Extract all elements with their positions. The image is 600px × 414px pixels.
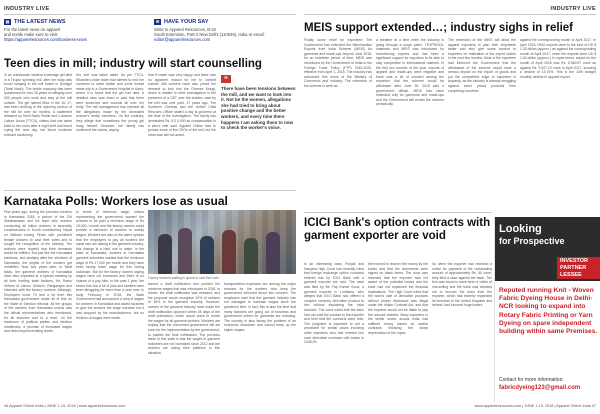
ad-body: Reputed running Knit - Woven Fabric Dyeing House in Delhi-NCR looking to expand into Rotary Fabric Printing or Yarn Dyeing on spare independent building within same Premises. — [499, 287, 598, 336]
section-tag: INDUSTRY LIVE — [550, 6, 596, 12]
news-strip — [0, 17, 300, 55]
ad-title: Looking for Prospective — [499, 223, 565, 246]
news-icon: ▤ — [5, 19, 10, 24]
latest-news-box — [0, 17, 148, 55]
photo-caption: Factory workers waiting in queue to cast their vote — [148, 276, 219, 280]
meis-article-headline: MEIS support extended…; industry sighs in relief — [304, 22, 574, 34]
karnataka-article-col4: transportation expenses are among the major reasons for the workers who keep the government informed about this concern. The employers said that the garment industry has not managed to increase wages since the pandemic time. In fact, this is also the time that many factories are going out of business and government orders for garments are reducing. The country is also facing the problem of an economic slowdown and cannot keep up the higher wages. — [224, 282, 296, 332]
have-your-say-email[interactable]: editor@apparelresources.com — [154, 37, 211, 42]
have-your-say-line: South Extension, Part-2 New Delhi (110049), India or email: — [154, 32, 265, 37]
icici-article-col2: then forced to recover the money by the banks and that the documents were signed on blank forms. The court was informed that the exporter was not aware of the potential losses and the bank had not explained the financial implications. The High Court ruled that the bank's sale of derivative products without proper disclosure was illegal under the Indian Contract Act, and that the exporter would not be liable to pay the amount claimed. Many exporters in the textile sector across India had suffered heavy losses on similar contracts following the sharp depreciation of the rupee. — [368, 262, 428, 335]
ad-email[interactable]: fabricdyeing123@gmail.com — [499, 385, 581, 391]
karnataka-article-col1: Few years ago, during the previous election in Karnataka 2018, a picture of the CM Siddaramaiah and his team who workers conducting all tuition workers in assembly constituencies in South constituency Nepal on Bidhani having Finals with prominent female workers to cast their votes and to sought the recognition of the industry. The workers were hopeful that their demands would be fulfilled. But just like the Karnataka elections, and similarly after the elections of Karnataka, the plights of the workers got unfulfilled. Now four years later, in Tamil Nadu, the garment workers of Karnataka have also expected at a special meeting by all their leading state factions, Mr. Ramu Vettom of Labour Uniform, Rangarajan and informed with the factory workers. Although, Employers know 70 and a lot from this Karnataka government made all of this on the State of Election tribunal. All the groups of the workers from Karnataka unions was the official representatives who mentioned, for all factories and to a level, on the maximum of political parties and election manifestos, a promise of increased wages and hikes beyond existing levels. — [4, 210, 72, 334]
section-divider — [304, 14, 596, 15]
icici-article-col3: So when the exporter had received a notice for payment of the outstanding amount of approximately Rs. 50 crore, they filed a case against the bank. The firm was found to have been a victim of mis-selling and the bank was directed not to recover the dues from the exporter, which has recently expanded its business to the United Kingdom and Ireland, had incurred huge losses. — [432, 262, 492, 308]
mail-icon: ✉ — [155, 19, 160, 24]
fabric-dyeing-advertisement — [494, 217, 600, 402]
meis-article-col4: against the corresponding month of April 2017. In April 2018, RMG exports were to the tune of US $ 1.32 billion (approx.) as against the corresponding month of April 2017, when the exports were US $ 1.54 billion (approx.) In rupee terms, export for the month of April 2018 was Rs. 8,560.97 crore as against Rs. 9,927.24 crore in April 2017, showing a decline of 13.76%. This is the 10th straight monthly decline in apparel export. — [520, 38, 596, 79]
meis-article-col3: The extension of the MEIS will allow the apparel exporters to plan their shipments better and also give some comfort to exporters on realization of the export orders in the next few months. Most of the exporters had informed the Government that the withdrawal of the scheme would have a serious impact on the export of goods and put the competitive edge of exporters in jeopardy, as the industry is already struggling against lower priced products from competing countries. — [448, 38, 516, 93]
latest-news-heading: ▤ THE LATEST NEWS — [5, 19, 66, 25]
icici-article-headline: ICICI Bank's option contracts with garment exporter are void — [304, 217, 491, 242]
latest-news-line: For the latest news on apparel — [4, 27, 61, 32]
section-tag: INDUSTRY LIVE — [4, 6, 50, 12]
article-divider — [304, 212, 492, 213]
karnataka-article-headline: Karnataka Polls: Workers lose as usual — [4, 194, 228, 208]
teen-article-col2: her, she was taken aside. As per TTCU, Silvanite's elder sister had alerted to end her concerns to come earlier and some thread made city to a Government Hospital in Karur, where it is found that the girl had died. A detailed case was down in said that there were scratches and wounds all over her body. The mill management has rejected all the allegations made by the deceased woman's family members. On the contrary, they allege that sometimes the young girl hang herself. However, her family has confirmed the claims, saying — [76, 73, 144, 133]
voters-queue-photo — [148, 210, 296, 274]
karnataka-article-col3: issued a draft notification and pointed the minimum wages that was introduced in 2018. In March, the draft notification was released, and the proposal would recognise 10% of workers of 45% in the garment industry. However, owners of the garment industry have made the draft notification opposed within 45 days of the draft publication, which would claim to revise the wages for all garment workers. Workers are hoping that the concerned government will act soon for the implementation by the government, to publish the final notification. The previous issue in this state is that the wages in garment industries are not increased since 2012 and the workers are losing their patience in this situation. — [148, 282, 220, 355]
section-divider — [4, 14, 296, 15]
icici-article-col1: In an interesting case, Punjab and Haryana High Court has recently ruled that foreign exchange option contracts entered into by ICICI Bank with a garment exporter are void. The case was filed by Mr. Raj Kumar Sood, a garment exporter in Ludhiana, who alleged that ICICI Bank had offered a complex currency derivative product to him without explaining the risks involved. The court noted that the bank had mis-sold the product to the exporter and held that the contracts were void. The judgment is expected to set a precedent for similar cases involving other exporters who had entered into such derivative contracts with banks in 2008-09. — [304, 262, 364, 345]
right-page-footer: www.apparelresources.com | JUNE 1-15, 2018 | Apparel Online India 47 — [474, 404, 596, 408]
teen-article-col3: that N made was very happy and there was no apparent reason for her to commit suicide. Mill workers have also joined the demand to look into the Chinese Mungi, which is related to strict investigation in the presence of a CBT over the sudden case by the mill was over paid. 17 years ago. The Southern Chennai and the United Child Rescue's Officer stated a day is groomed at the time of the investigation. The family has demanded Rs. 5,0 0,000 as compensation in a who's wife said. Apparel Online tries to peruse some of the CEOs of the mill, but the show was still not acted. — [148, 73, 216, 137]
have-your-say-line: Write to Apparel Resources, B-32 — [154, 27, 217, 32]
have-your-say-heading: ✉ HAVE YOUR SAY — [155, 19, 209, 25]
meis-article-col1: Finally some relief for exporters! The Government has extended the Merchandise Exports from India Scheme (MEIS) for garments and made-ups beyond June 2018, for an indefinite period of time. MEIS was introduced by the Government of India in the Foreign Trade Policy (FTP) 2015-2020, effective from April 1, 2015. The industry has welcomed this move of the Ministry of Commerce and Industry. The extension of the scheme is seen as — [304, 38, 372, 88]
latest-news-line: and textile make sure to visit: — [4, 32, 58, 37]
left-page-footer: 46 Apparel Online India | JUNE 1-15, 2018 | www.apparelresources.com — [4, 404, 126, 408]
ad-header — [495, 217, 600, 281]
have-your-say-box — [150, 17, 300, 55]
teen-pull-quote: There have been tensions between the mill, and we want to look into it. Not be the women, allegations she had tried to bring about positive change and the better workers, and every time there happens I am asking them to now to check the worker's voice. — [221, 86, 296, 131]
quote-mark-icon: “ — [221, 75, 231, 83]
teen-article-headline: Teen dies in mill; industry will start counselling — [4, 58, 262, 70]
karnataka-article-col2: In terms of minimum wage, unions representing the government wanted the workers to be paid a minimum wage of Rs 18,000 / month and the factory owners could provide a minimum of workers to mainly wages. Workers are also of the same opinion that the employers to pay all workers the same rate are asking in the garment industry, this change is a hard one to make. In the state of Karnataka, workers in Karnataka garment industries wanted that the minimum wage of Rs 17,000 per month and they have been facing lower wage for this during lockdown. But for the factory owners saying wages have not increased and there is no chance of a pay hike. In the past 1 year, the sector has lost a lot of jobs and families have been struggling for more than a year now. In early February in 2018, the State Government had announced a drop in wages for workers in Karnataka and asked factories to give the workers the wage increase but it was stopped by the manufacturers, but no revision of wages were made. — [76, 210, 144, 320]
meis-article-col2: a breather at a time when the industry is going through a rough patch. TEXPROCIL chairman and MEIS was introduced for incentivising exports and has been a significant support for exporters to be able to stay competitive in international markets. In the first two months of the year, exports of apparel and made-ups were negative and there was a lot of concern among the exporters that the scheme would be withdrawn after June 30, 2018 said a government official. MEIS has been extended only for garments and made-ups and the Government will review the scheme periodically. — [376, 38, 444, 107]
ad-contact-label: Contact for more information: — [499, 377, 564, 383]
teen-article-col1: In an unfortunate incident a teenage girl died in a Tirupur spinning mill, after her body was found hanging in the mill hostel in Dindigul (Tamil Nadu). The textile company has been questioned for over 18 years on alleging over 300 people who work and stay at the mill outside. The girl named Miss in the 16, 17, had been working in the spinning section of the mill for over six months. A statement released by Tamil Nadu Textile and Common Labour Union (TTCU), claims that she came back to her room after a night shift and found crying the next day; but blood evidence relevant scratching — [4, 73, 72, 137]
latest-news-link[interactable]: https://apparelresources.com/business-news — [4, 37, 87, 42]
article-divider — [4, 190, 296, 191]
ad-badge: INVESTOR PARTNER LESSEE — [557, 257, 600, 279]
